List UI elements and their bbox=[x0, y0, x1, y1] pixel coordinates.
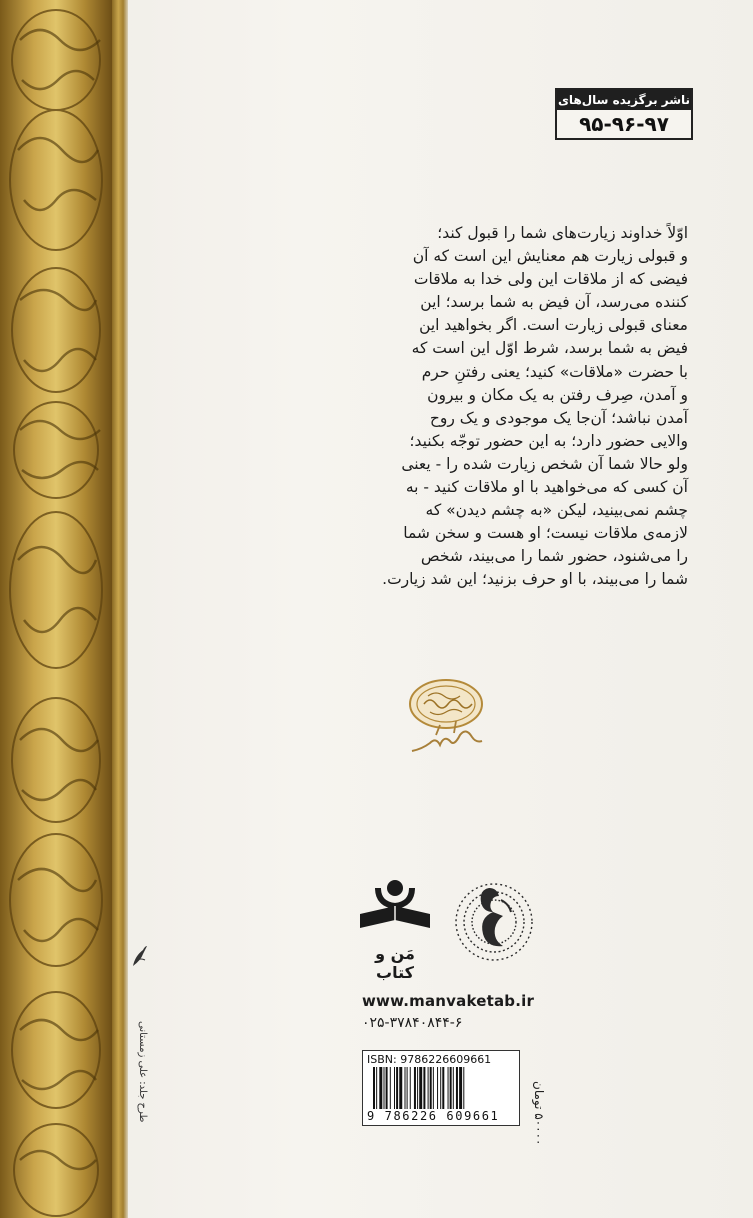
text-line: و قبولی زیارت هم معنایش این است که آن bbox=[412, 247, 688, 266]
text-line: با حضرت «ملاقات» کنید؛ یعنی رفتنِ حرم bbox=[421, 362, 688, 381]
badge-title: ناشر برگزیده سال‌های bbox=[557, 90, 691, 110]
barcode-bar bbox=[405, 1067, 406, 1109]
barcode-bar bbox=[407, 1067, 408, 1109]
barcode-bar bbox=[423, 1067, 425, 1109]
barcode-bar bbox=[417, 1067, 418, 1109]
barcode-bar bbox=[384, 1067, 385, 1109]
text-line: و آمدن، صِرف رفتن به یک مکان و بیرون bbox=[427, 385, 688, 404]
award-badge bbox=[555, 88, 693, 140]
text-line: معنای قبولی زیارت است. اگر بخواهید این bbox=[419, 316, 688, 335]
text-line: آمدن نباشد؛ آن‌جا یک موجودی و یک روح bbox=[429, 408, 688, 427]
barcode-bars bbox=[371, 1067, 511, 1111]
barcode bbox=[362, 1050, 520, 1126]
designer-bird-icon bbox=[129, 942, 149, 970]
spine-edge bbox=[112, 0, 128, 1218]
signature-icon bbox=[406, 705, 486, 759]
publisher-phone: ۰۲۵-۳۷۸۴۰۸۴۴-۶ bbox=[362, 1015, 463, 1031]
publisher-website: www.manvaketab.ir bbox=[362, 992, 535, 1010]
barcode-bar bbox=[373, 1067, 375, 1109]
ornamental-spine bbox=[0, 0, 112, 1218]
barcode-bar bbox=[399, 1067, 402, 1109]
quote-text bbox=[236, 222, 688, 592]
isbn-digits: 9 786226 609661 bbox=[367, 1109, 500, 1123]
barcode-bar bbox=[440, 1067, 441, 1109]
barcode-bar bbox=[463, 1067, 464, 1109]
barcode-bar bbox=[442, 1067, 444, 1109]
text-line: شما را می‌بیند، با او حرف بزنید؛ این شد زیارت. bbox=[382, 570, 688, 589]
manvaketab-book-logo-icon bbox=[356, 876, 434, 938]
cover-design-credit: طرح جلد: علی زمستانی bbox=[137, 1020, 148, 1122]
barcode-bar bbox=[396, 1067, 398, 1109]
text-line: لازمه‌ی ملاقات نیست؛ او هست و سخن شما bbox=[403, 524, 688, 543]
barcode-bar bbox=[379, 1067, 382, 1109]
calligraphy-ornament bbox=[0, 0, 112, 1218]
barcode-bar bbox=[430, 1067, 432, 1109]
text-line: چشم نمی‌بینید، لیکن «به چشم دیدن» که bbox=[425, 501, 688, 520]
text-line: را می‌شنود، حضور شما را می‌بیند، شخص bbox=[420, 547, 688, 566]
badge-years: ۹۵-۹۶-۹۷ bbox=[579, 112, 669, 136]
barcode-bar bbox=[448, 1067, 449, 1109]
barcode-bar bbox=[453, 1067, 454, 1109]
text-line: کننده می‌رسد، آن فیض به شما برسد؛ این bbox=[420, 293, 688, 312]
publisher-name: مَن و کتاب bbox=[375, 944, 415, 982]
text-line: آن کسی که می‌خواهید با او ملاقات کنید - به bbox=[405, 478, 688, 497]
publisher-peacock-logo-icon bbox=[449, 870, 539, 970]
price: ۵۰۰۰۰ تومان bbox=[532, 1080, 546, 1145]
barcode-bar bbox=[450, 1067, 452, 1109]
text-line: والایی حضور دارد؛ به این حضور توجّه بکنید؛ bbox=[409, 431, 688, 450]
isbn-label: ISBN: 9786226609661 bbox=[367, 1053, 492, 1066]
barcode-bar bbox=[390, 1067, 391, 1109]
barcode-bar bbox=[376, 1067, 377, 1109]
text-line: ولو حالا شما آن شخص زیارت شده را - یعنی bbox=[401, 454, 688, 473]
barcode-bar bbox=[437, 1067, 438, 1109]
barcode-bar bbox=[394, 1067, 395, 1109]
barcode-bar bbox=[456, 1067, 458, 1109]
barcode-bar bbox=[459, 1067, 462, 1109]
text-line: فیض به شما برسد، شرط اوّل این است که bbox=[411, 339, 688, 358]
barcode-bar bbox=[410, 1067, 411, 1109]
barcode-bar bbox=[386, 1067, 388, 1109]
barcode-bar bbox=[433, 1067, 434, 1109]
text-line: اوّلاً خداوند زیارت‌های شما را قبول کند؛ bbox=[437, 224, 688, 242]
barcode-bar bbox=[419, 1067, 422, 1109]
barcode-bar bbox=[428, 1067, 429, 1109]
barcode-bar bbox=[414, 1067, 416, 1109]
text-line: فیضی که از ملاقات این ولی خدا به ملاقات bbox=[413, 270, 688, 289]
